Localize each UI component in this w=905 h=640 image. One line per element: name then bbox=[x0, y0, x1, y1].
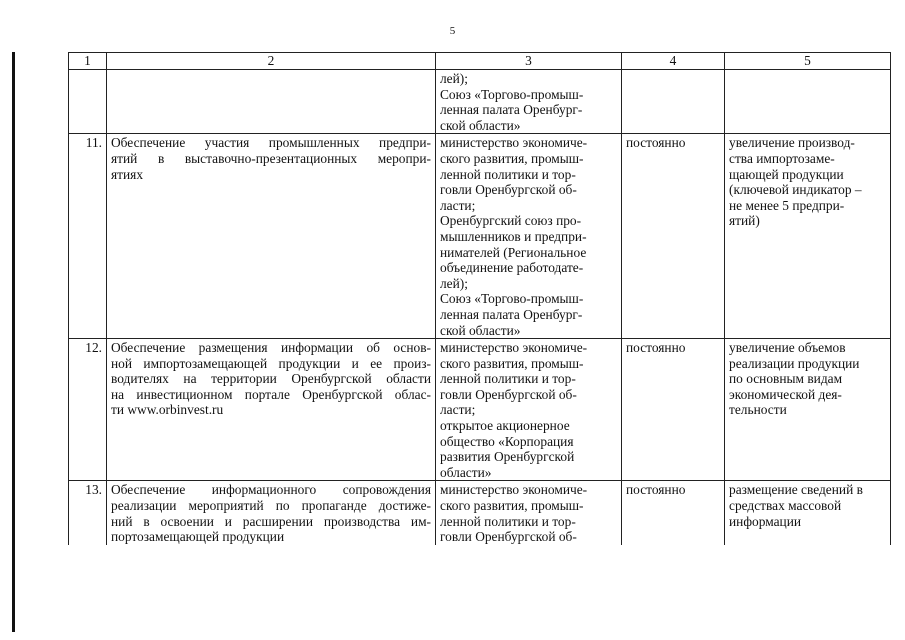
term-cell: постоянно bbox=[622, 134, 725, 339]
result-line: увеличение объемов bbox=[729, 340, 846, 356]
table-row bbox=[69, 481, 891, 545]
executors-cell bbox=[436, 481, 622, 545]
measure-line: Обеспечение участия промышленных предпри- bbox=[111, 135, 431, 151]
page-number: 5 bbox=[449, 25, 456, 37]
executors-line: ленной политики и тор- bbox=[440, 513, 576, 529]
table-row bbox=[69, 70, 891, 134]
measures-table bbox=[68, 52, 891, 545]
executors-line: развития Оренбургской bbox=[440, 449, 575, 465]
result-line: средствах массовой bbox=[729, 498, 842, 514]
executors-line: ской области» bbox=[440, 322, 521, 338]
executors-line: министерство экономиче- bbox=[440, 340, 588, 356]
executors-line: ласти; bbox=[440, 197, 476, 213]
executors-line: ленная палата Оренбург- bbox=[440, 306, 583, 322]
executors-line: нимателей (Региональное bbox=[440, 244, 587, 260]
table-row bbox=[69, 134, 891, 339]
executors-line: ленной политики и тор- bbox=[440, 166, 576, 182]
result-cell bbox=[725, 339, 891, 481]
measure-line: ятиях bbox=[111, 166, 144, 182]
result-line: увеличение производ- bbox=[729, 135, 855, 151]
result-line: информации bbox=[729, 513, 802, 529]
executors-line: ласти; bbox=[440, 402, 476, 418]
executors-cell bbox=[436, 339, 622, 481]
row-number-cell: 12. bbox=[69, 339, 107, 481]
executors-line: говли Оренбургской об- bbox=[440, 182, 577, 198]
executors-line: ленная палата Оренбург- bbox=[440, 102, 583, 118]
measure-line: на инвестиционном портале Оренбургской облас- bbox=[111, 386, 431, 402]
row-number-cell bbox=[69, 70, 107, 134]
result-cell bbox=[725, 481, 891, 545]
column-header-3: 3 bbox=[436, 53, 622, 70]
term-cell bbox=[622, 70, 725, 134]
result-line: по основным видам bbox=[729, 371, 843, 387]
measure-cell bbox=[107, 70, 436, 134]
measure-line: портозамещающей продукции bbox=[111, 529, 285, 545]
executors-line: области» bbox=[440, 464, 492, 480]
executors-line: говли Оренбургской об- bbox=[440, 529, 577, 545]
measure-line: ти www.orbinvest.ru bbox=[111, 402, 224, 418]
result-line: не менее 5 предпри- bbox=[729, 197, 845, 213]
result-line: (ключевой индикатор – bbox=[729, 182, 862, 198]
executors-line: ленной политики и тор- bbox=[440, 371, 576, 387]
executors-line: мышленников и предпри- bbox=[440, 228, 587, 244]
measure-line: реализации мероприятий по пропаганде достиже- bbox=[111, 498, 431, 514]
row-number-cell: 11. bbox=[69, 134, 107, 339]
measure-cell bbox=[107, 134, 436, 339]
result-line: ства импортозаме- bbox=[729, 150, 835, 166]
measure-line: водителях на территории Оренбургской области bbox=[111, 371, 431, 387]
executors-line: ского развития, промыш- bbox=[440, 498, 584, 514]
term-cell: постоянно bbox=[622, 481, 725, 545]
executors-line: говли Оренбургской об- bbox=[440, 386, 577, 402]
executors-line: лей); bbox=[440, 275, 468, 291]
executors-line: ского развития, промыш- bbox=[440, 355, 584, 371]
measure-cell bbox=[107, 339, 436, 481]
executors-line: открытое акционерное bbox=[440, 418, 570, 434]
measure-line: ятий в выставочно-презентационных меропри- bbox=[111, 150, 431, 166]
result-cell bbox=[725, 70, 891, 134]
measure-line: ной импортозамещающей продукции и ее произ- bbox=[111, 355, 431, 371]
measure-cell bbox=[107, 481, 436, 545]
column-header-4: 4 bbox=[622, 53, 725, 70]
result-line: щающей продукции bbox=[729, 166, 844, 182]
result-line: реализации продукции bbox=[729, 355, 860, 371]
executors-line: министерство экономиче- bbox=[440, 135, 588, 151]
column-number-row bbox=[69, 53, 891, 70]
executors-line: лей); bbox=[440, 71, 468, 86]
executors-cell bbox=[436, 70, 622, 134]
row-number-cell: 13. bbox=[69, 481, 107, 545]
executors-line: ской области» bbox=[440, 117, 521, 133]
executors-line: Союз «Торгово-промыш- bbox=[440, 86, 584, 102]
executors-line: министерство экономиче- bbox=[440, 482, 588, 498]
column-header-2: 2 bbox=[107, 53, 436, 70]
result-line: экономической дея- bbox=[729, 386, 842, 402]
measure-line: Обеспечение размещения информации об основ- bbox=[111, 340, 431, 356]
result-cell bbox=[725, 134, 891, 339]
executors-line: Оренбургский союз про- bbox=[440, 213, 582, 229]
executors-line: ского развития, промыш- bbox=[440, 150, 584, 166]
executors-line: Союз «Торгово-промыш- bbox=[440, 291, 584, 307]
measure-line: Обеспечение информационного сопровождения bbox=[111, 482, 431, 498]
result-line: ятий) bbox=[729, 213, 760, 229]
result-line: тельности bbox=[729, 402, 787, 418]
executors-line: объединение работодате- bbox=[440, 260, 584, 276]
left-margin-rule bbox=[12, 52, 15, 632]
column-header-5: 5 bbox=[725, 53, 891, 70]
executors-line: общество «Корпорация bbox=[440, 433, 574, 449]
term-cell: постоянно bbox=[622, 339, 725, 481]
table-row bbox=[69, 339, 891, 481]
column-header-1: 1 bbox=[69, 53, 107, 70]
measure-line: ний в освоении и расширении производства им- bbox=[111, 513, 431, 529]
executors-cell bbox=[436, 134, 622, 339]
result-line: размещение сведений в bbox=[729, 482, 863, 498]
